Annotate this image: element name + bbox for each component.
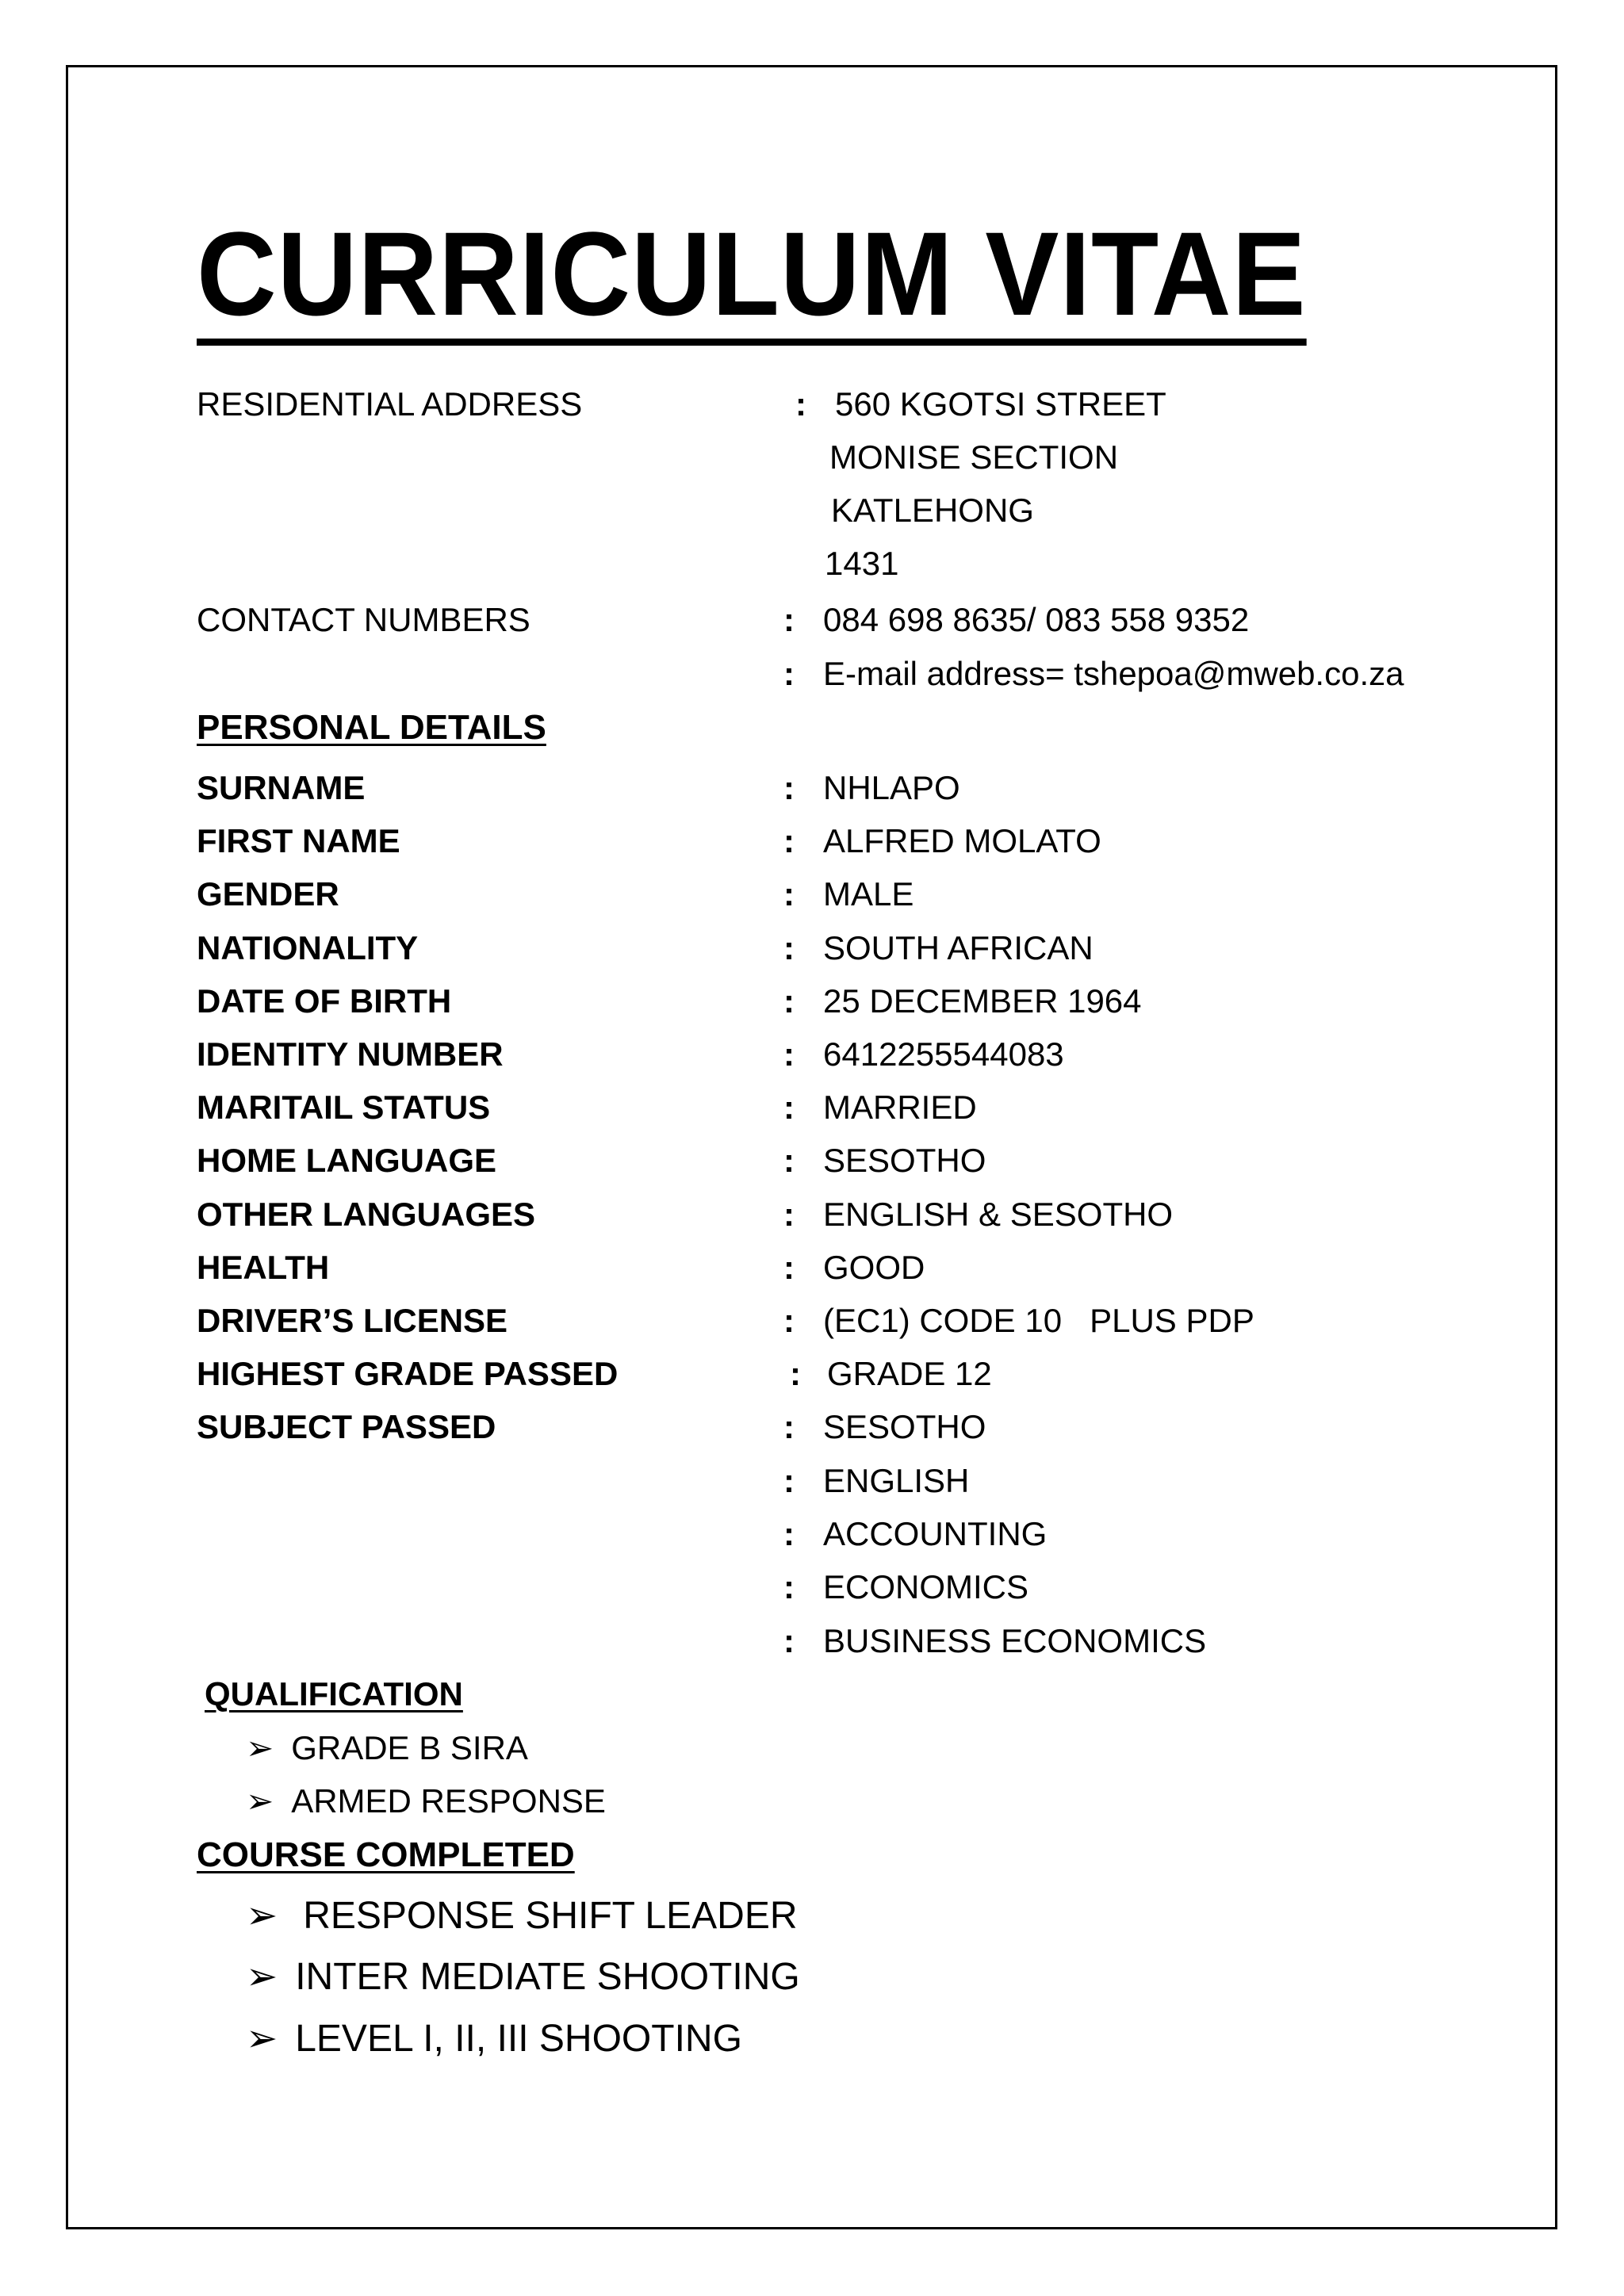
detail-label: DRIVER’S LICENSE — [197, 1302, 508, 1339]
subject-row — [197, 1457, 1513, 1505]
personal-details-heading: PERSONAL DETAILS — [197, 708, 546, 747]
colon: : — [783, 769, 795, 806]
detail-value: SESOTHO — [823, 1408, 986, 1445]
course-text: LEVEL I, II, III SHOOTING — [295, 2018, 742, 2060]
detail-label: HEALTH — [197, 1249, 330, 1286]
colon: : — [783, 929, 795, 966]
colon: : — [790, 1355, 801, 1392]
course-text: RESPONSE SHIFT LEADER — [303, 1895, 798, 1937]
address-row — [197, 487, 1513, 534]
qualification-item — [246, 1724, 528, 1772]
qualification-text: ARMED RESPONSE — [291, 1782, 606, 1820]
arrow-bullet-icon: ➢ — [246, 1956, 278, 1998]
detail-row — [197, 817, 1513, 865]
address-line-4: 1431 — [825, 545, 899, 582]
course-completed-heading: COURSE COMPLETED — [197, 1835, 575, 1874]
colon: : — [783, 1035, 795, 1073]
detail-row — [197, 1137, 1513, 1184]
colon: : — [783, 1142, 795, 1179]
address-line-2: MONISE SECTION — [829, 438, 1119, 476]
detail-label: GENDER — [197, 875, 339, 913]
detail-value: NHLAPO — [823, 769, 960, 806]
detail-label: OTHER LANGUAGES — [197, 1196, 536, 1233]
detail-row — [197, 1031, 1513, 1078]
colon: : — [783, 1249, 795, 1286]
address-row — [197, 434, 1513, 481]
contact-email: E-mail address= tshepoa@mweb.co.za — [823, 655, 1404, 692]
colon: : — [783, 1302, 795, 1339]
detail-row — [197, 871, 1513, 918]
detail-label: HOME LANGUAGE — [197, 1142, 496, 1179]
contact-label: CONTACT NUMBERS — [197, 601, 530, 638]
subject-value: ECONOMICS — [823, 1568, 1029, 1605]
detail-label: IDENTITY NUMBER — [197, 1035, 504, 1073]
detail-row — [197, 924, 1513, 972]
colon: : — [783, 1408, 795, 1445]
document-title: CURRICULUM VITAE — [197, 210, 1306, 346]
colon: : — [783, 655, 795, 692]
detail-value: ALFRED MOLATO — [823, 822, 1101, 859]
detail-row — [197, 978, 1513, 1025]
address-line-1: 560 KGOTSI STREET — [835, 385, 1166, 423]
subject-row — [197, 1563, 1513, 1611]
detail-value: MARRIED — [823, 1089, 977, 1126]
contact-row — [197, 596, 1513, 644]
arrow-bullet-icon: ➢ — [246, 1782, 274, 1820]
course-item — [246, 1892, 798, 1940]
detail-value: (EC1) CODE 10 PLUS PDP — [823, 1302, 1254, 1339]
detail-label: SURNAME — [197, 769, 366, 806]
detail-row — [197, 1191, 1513, 1238]
subject-value: ENGLISH — [823, 1462, 970, 1499]
detail-row — [197, 1403, 1513, 1451]
colon: : — [783, 601, 795, 638]
colon: : — [783, 875, 795, 913]
contact-row — [197, 650, 1513, 698]
detail-value: ENGLISH & SESOTHO — [823, 1196, 1174, 1233]
colon: : — [783, 1568, 795, 1605]
detail-value: GRADE 12 — [827, 1355, 992, 1392]
detail-label: SUBJECT PASSED — [197, 1408, 496, 1445]
address-row — [197, 381, 1513, 428]
address-line-3: KATLEHONG — [831, 492, 1034, 529]
course-item — [246, 2015, 742, 2063]
qualification-item — [246, 1777, 606, 1825]
detail-label: NATIONALITY — [197, 929, 419, 966]
colon: : — [783, 822, 795, 859]
subject-row — [197, 1510, 1513, 1558]
detail-label: DATE OF BIRTH — [197, 982, 452, 1020]
detail-value: GOOD — [823, 1249, 925, 1286]
address-row — [197, 540, 1513, 587]
detail-row — [197, 1350, 1513, 1398]
detail-value: MALE — [823, 875, 914, 913]
qualification-heading: QUALIFICATION — [205, 1675, 463, 1712]
arrow-bullet-icon: ➢ — [246, 1895, 278, 1937]
course-text: INTER MEDIATE SHOOTING — [295, 1956, 800, 1998]
course-item — [246, 1954, 800, 2001]
detail-row — [197, 1244, 1513, 1292]
address-label: RESIDENTIAL ADDRESS — [197, 385, 583, 423]
detail-label: HIGHEST GRADE PASSED — [197, 1355, 619, 1392]
colon: : — [783, 1622, 795, 1659]
subject-value: BUSINESS ECONOMICS — [823, 1622, 1207, 1659]
subject-value: ACCOUNTING — [823, 1515, 1048, 1552]
colon: : — [783, 1196, 795, 1233]
detail-label: MARITAIL STATUS — [197, 1089, 491, 1126]
detail-row — [197, 764, 1513, 812]
detail-row — [197, 1297, 1513, 1345]
qualification-text: GRADE B SIRA — [291, 1729, 528, 1766]
colon: : — [783, 982, 795, 1020]
detail-label: FIRST NAME — [197, 822, 400, 859]
arrow-bullet-icon: ➢ — [246, 1729, 274, 1766]
detail-value: SOUTH AFRICAN — [823, 929, 1094, 966]
detail-value: 6412255544083 — [823, 1035, 1064, 1073]
detail-row — [197, 1084, 1513, 1131]
colon: : — [783, 1515, 795, 1552]
arrow-bullet-icon: ➢ — [246, 2018, 278, 2060]
colon: : — [783, 1462, 795, 1499]
subject-row — [197, 1617, 1513, 1665]
contact-phones: 084 698 8635/ 083 558 9352 — [823, 601, 1250, 638]
colon: : — [783, 1089, 795, 1126]
detail-value: SESOTHO — [823, 1142, 986, 1179]
detail-value: 25 DECEMBER 1964 — [823, 982, 1142, 1020]
colon: : — [795, 385, 806, 423]
